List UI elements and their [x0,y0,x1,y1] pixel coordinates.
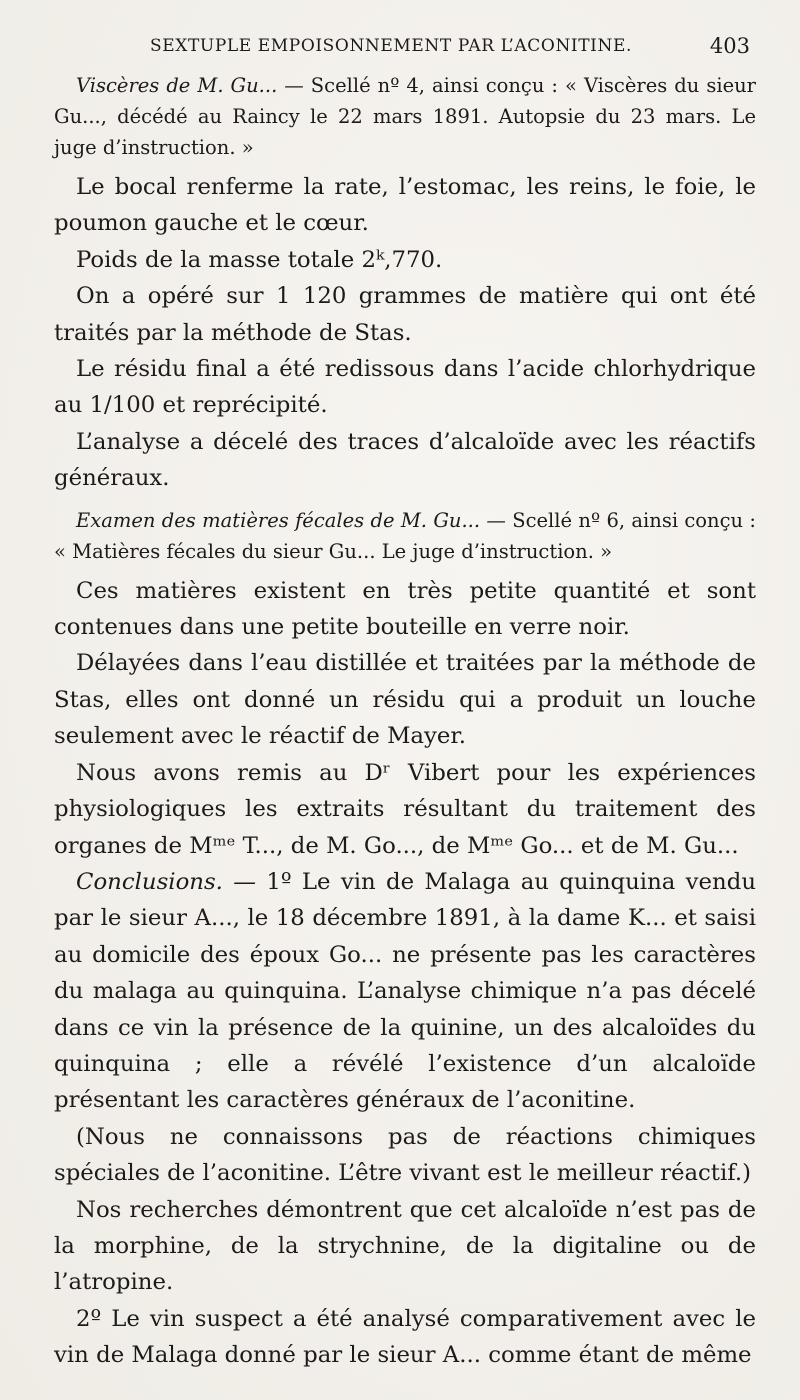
paragraph-poids: Poids de la masse totale 2ᵏ,770. [76,246,443,273]
paragraph-operation: On a opéré sur 1 120 grammes de matière qui ont été traités par la méthode de Stas. [54,283,756,346]
paragraph-text: Scellé nº 6, ainsi conçu : « Matières fécales du sieur Gu... Le juge d’instruction. » [54,508,756,563]
paragraph-text: Scellé nº 4, ainsi conçu : « Viscères du sieur Gu..., décédé au Raincy le 22 mars 1891. Autopsie du 23 mars. Le juge d’instruction. » [54,74,756,159]
page-header [54,34,756,70]
paragraph-lead: Examen des matières fécales de M. Gu... — [76,508,506,532]
paragraph-matieres: Ces matières existent en très petite quantité et sont contenues dans une petite bouteille en verre noir. [54,577,756,641]
paragraph-residu: Le résidu final a été redissous dans l’acide chlorhydrique au 1/100 et reprécipité. [54,356,756,419]
paragraph-aconitine-note: (Nous ne connaissons pas de réactions chimiques spéciales de l’aconitine. L’être vivant est le meilleur réactif.) [54,1123,756,1187]
paragraph-visceres [54,70,756,163]
running-title: SEXTUPLE EMPOISONNEMENT PAR L’ACONITINE. [150,36,632,56]
paragraph-text: 1º Le vin de Malaga au quinquina vendu par le sieur A..., le 18 décembre 1891, à la dame K... et saisi au domicile des époux Go... ne présente pas les caractères du malaga au quinquina. L’analyse chimique n’a pas décelé dans ce vin la présence de la quinine, un des alcaloïdes du quinquina ; elle a révélé l’existence d’un alcaloïde présentant les caractères généraux de l’aconitine. [54,868,756,1114]
paragraph-analyse: L’analyse a décelé des traces d’alcaloïde avec les réactifs généraux. [54,428,756,492]
paragraph-lead: Viscères de M. Gu... — [76,74,304,97]
paragraph-lead: Conclusions. — [76,868,257,895]
paragraph-vin-suspect: 2º Le vin suspect a été analysé comparativement avec le vin de Malaga donné par le sieur A... comme étant de même [54,1305,756,1369]
paragraph-conclusions [54,864,756,1119]
page-number: 403 [709,34,750,58]
paragraph-delayees: Délayées dans l’eau distillée et traitées par la méthode de Stas, elles ont donné un résidu qui a produit un louche seulement avec le réactif de Mayer. [54,650,756,750]
paragraph-extraits: Nous avons remis au Dʳ Vibert pour les expériences physiologiques les extraits résultant du traitement des organes de Mᵐᵉ T..., de M. Go..., de Mᵐᵉ Go... et de M. Gu... [54,759,756,859]
paragraph-recherches: Nos recherches démontrent que cet alcaloïde n’est pas de la morphine, de la strychnine, de la digitaline ou de l’atropine. [54,1196,756,1296]
page-body [54,70,756,1374]
paragraph-examen [54,505,756,567]
paragraph-bocal: Le bocal renferme la rate, l’estomac, les reins, le foie, le poumon gauche et le cœur. [54,174,756,237]
